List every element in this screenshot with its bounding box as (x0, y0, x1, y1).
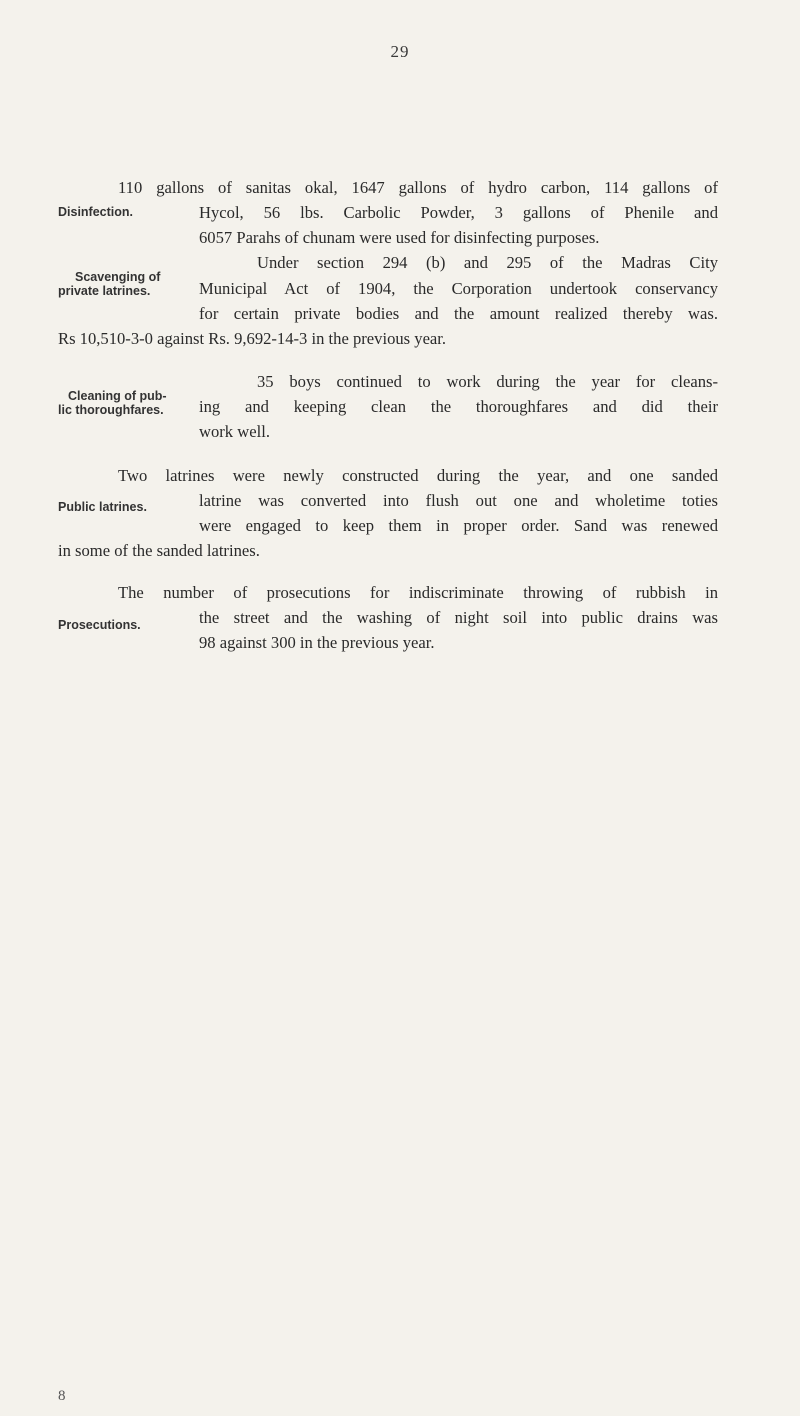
scavenging-line-2: Municipal Act of 1904, the Corporation undertook conservancy (199, 279, 718, 298)
side-note-cleaning-2: lic thoroughfares. (58, 403, 164, 417)
page-number: 29 (390, 42, 410, 61)
side-note-prosecutions: Prosecutions. (58, 618, 141, 632)
prosecutions-line-3: 98 against 300 in the previous year. (199, 633, 435, 652)
scavenging-line-1: Under section 294 (b) and 295 of the Madras City (257, 253, 718, 272)
latrines-line-3: were engaged to keep them in proper order. Sand was renewed (199, 516, 718, 535)
side-note-cleaning-1: Cleaning of pub- (68, 389, 167, 403)
side-note-disinfection: Disinfection. (58, 205, 134, 219)
disinfection-line-3: 6057 Parahs of chunam were used for disinfecting purposes. (199, 228, 600, 247)
latrines-line-1: Two latrines were newly constructed during the year, and one sanded (118, 466, 718, 485)
side-note-scavenging-1: Scavenging of (75, 270, 161, 284)
cleaning-line-3: work well. (199, 422, 270, 441)
scavenging-line-3: for certain private bodies and the amount realized thereby was. (199, 304, 718, 323)
disinfection-line-1: 110 gallons of sanitas okal, 1647 gallons of hydro carbon, 114 gallons of (118, 178, 718, 197)
side-note-latrines: Public latrines. (58, 500, 147, 514)
cleaning-line-1: 35 boys continued to work during the year for cleans- (257, 372, 718, 391)
scavenging-line-4: Rs 10,510-3-0 against Rs. 9,692-14-3 in the previous year. (58, 329, 447, 348)
cleaning-line-2: ing and keeping clean the thoroughfares and did their (199, 397, 718, 416)
prosecutions-line-1: The number of prosecutions for indiscriminate throwing of rubbish in (118, 583, 718, 602)
latrines-line-4: in some of the sanded latrines. (58, 541, 260, 560)
latrines-line-2: latrine was converted into flush out one and wholetime toties (199, 491, 718, 510)
disinfection-line-2: Hycol, 56 lbs. Carbolic Powder, 3 gallons of Phenile and (199, 203, 718, 222)
side-note-scavenging-2: private latrines. (58, 284, 151, 298)
prosecutions-line-2: the street and the washing of night soil into public drains was (199, 608, 718, 627)
signature-mark: 8 (58, 1388, 66, 1404)
